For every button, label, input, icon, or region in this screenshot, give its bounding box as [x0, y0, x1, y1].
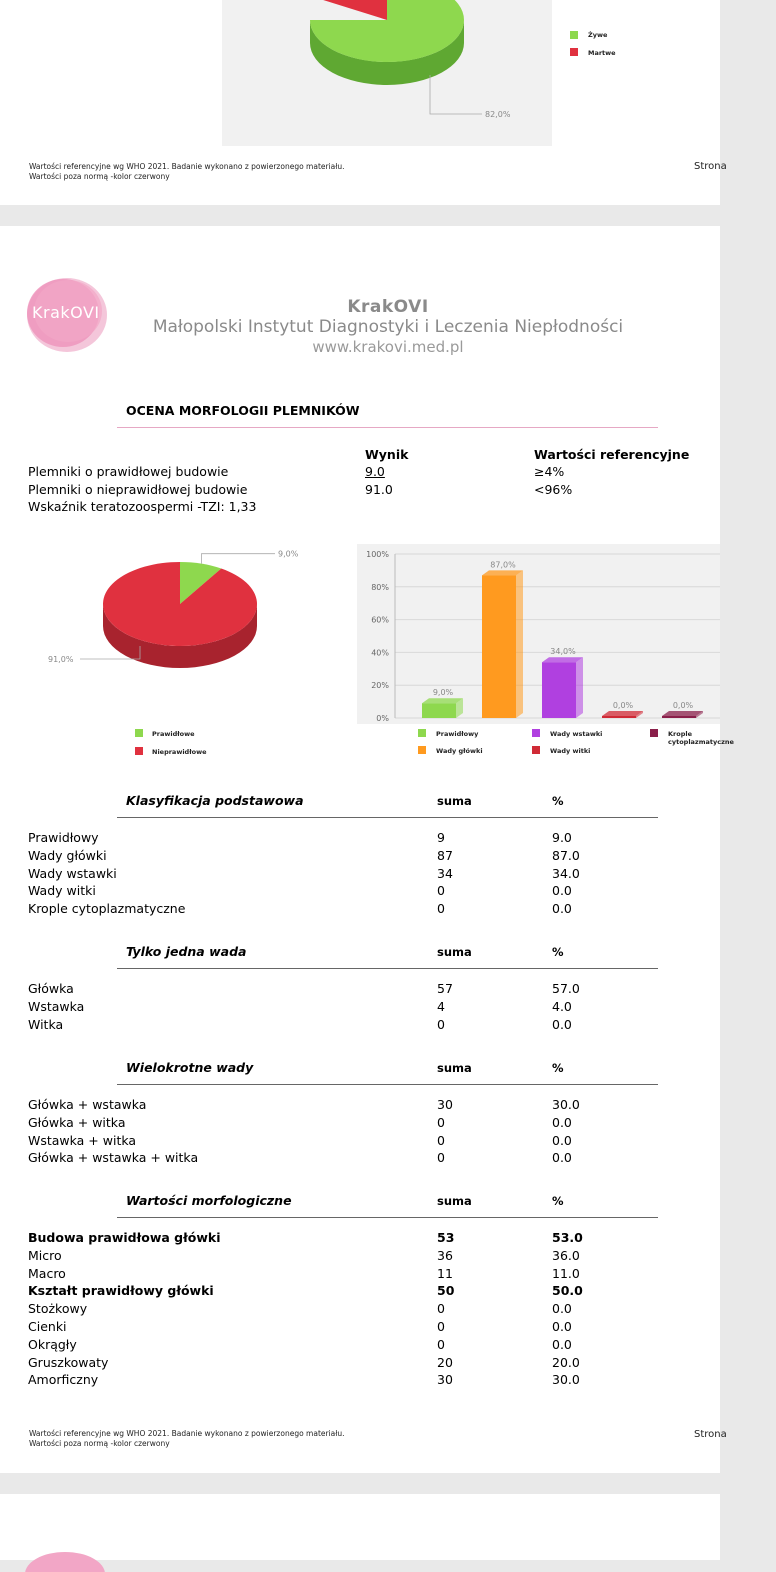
table-row-suma: 0: [437, 1336, 445, 1352]
clinic-title: KrakOVI: [347, 297, 429, 317]
table-row-label: Wstawka: [28, 998, 85, 1014]
table-row-pct: 57.0: [552, 981, 580, 996]
table-col-suma: suma: [437, 945, 472, 959]
bar-y-tick: 20%: [371, 681, 389, 691]
table-row-suma: 34: [437, 865, 453, 881]
bar-0: [422, 703, 456, 718]
table-row-label: Kształt prawidłowy główki: [28, 1283, 214, 1299]
bar-legend-label: Wady główki: [436, 747, 483, 755]
table-row-pct: 0.0: [552, 1336, 572, 1352]
legend-swatch-zywe: [570, 31, 578, 39]
bar-legend-label: Wady witki: [550, 747, 591, 755]
table-row-pct: 0.0: [552, 1301, 572, 1317]
bar-y-tick: 40%: [371, 648, 389, 658]
table-title: Klasyfikacja podstawowa: [126, 793, 304, 808]
logo-text: KrakOVI: [32, 303, 100, 322]
viability-pie-slice-martwe: [320, 0, 387, 20]
table-rule: [117, 817, 658, 818]
table-title: Wielokrotne wady: [126, 1060, 254, 1075]
pie-legend-label-nieprawidlowe: Nieprawidłowe: [152, 748, 207, 756]
bar-top-3: [602, 711, 643, 716]
legend-swatch-martwe: [570, 48, 578, 56]
table-row-label: Wady wstawki: [28, 865, 117, 881]
table-row-label: Główka + witka: [28, 1114, 126, 1130]
table-row-pct: 34.0: [552, 865, 580, 881]
prev-footer-line1: Wartości referencyjne wg WHO 2021. Badanie wykonano z powierzonego materiału.: [29, 162, 345, 171]
table-rule: [117, 968, 658, 969]
table-row-suma: 0: [437, 1132, 445, 1148]
bar-y-tick: 60%: [371, 615, 389, 625]
table-row-pct: 87.0: [552, 847, 580, 863]
clinic-url: www.krakovi.med.pl: [312, 338, 464, 356]
bar-data-label: 87,0%: [490, 560, 516, 570]
table-row-pct: 0.0: [552, 1016, 572, 1032]
table-row-pct: 50.0: [552, 1283, 583, 1299]
table-col-pct: %: [552, 794, 564, 808]
bar-1: [482, 575, 516, 718]
bar-top-1: [482, 570, 523, 575]
table-row-suma: 0: [437, 1150, 445, 1166]
footer-line2: Wartości poza normą -kolor czerwony: [29, 1439, 170, 1448]
pie-legend-swatch-prawidlowe: [135, 729, 143, 737]
section-divider: [117, 427, 658, 428]
table-rule: [117, 1217, 658, 1218]
table-row-label: Główka + wstawka: [28, 1097, 147, 1112]
table-row-pct: 0.0: [552, 1132, 572, 1148]
row-label-nieprawidlowa: Plemniki o nieprawidłowej budowie: [28, 482, 248, 497]
table-col-pct: %: [552, 945, 564, 959]
table-row-pct: 30.0: [552, 1097, 580, 1112]
bar-data-label: 34,0%: [550, 647, 576, 657]
table-title: Tylko jedna wada: [126, 944, 247, 959]
bar-top-4: [662, 711, 703, 716]
bar-side-1: [516, 570, 523, 718]
table-row-label: Krople cytoplazmatyczne: [28, 901, 186, 917]
table-row-suma: 0: [437, 1319, 445, 1334]
bar-legend-swatch: [418, 729, 426, 737]
bar-data-label: 9,0%: [432, 688, 454, 698]
bar-legend-swatch: [532, 729, 540, 737]
table-row-label: Wady główki: [28, 847, 107, 863]
viability-pie-leader: [430, 75, 482, 114]
footer-line1: Wartości referencyjne wg WHO 2021. Badanie wykonano z powierzonego materiału.: [29, 1429, 345, 1438]
table-row-suma: 20: [437, 1354, 453, 1370]
col-ref-header: Wartości referencyjne: [534, 447, 690, 462]
table-row-suma: 9: [437, 830, 445, 845]
table-row-pct: 36.0: [552, 1247, 580, 1263]
table-row-pct: 11.0: [552, 1265, 580, 1281]
morph-section-title: OCENA MORFOLOGII PLEMNIKÓW: [126, 403, 360, 418]
table-row-suma: 30: [437, 1372, 453, 1388]
table-row-suma: 0: [437, 1114, 445, 1130]
bar-legend-swatch: [532, 746, 540, 754]
table-row-pct: 0.0: [552, 1150, 572, 1166]
report-page: [0, 226, 734, 1473]
bar-legend-label: Wady wstawki: [550, 730, 603, 738]
row-wynik-prawidlowa: 9.0: [365, 464, 385, 479]
col-wynik-header: Wynik: [365, 447, 409, 462]
table-row-suma: 36: [437, 1247, 453, 1263]
bar-top-2: [542, 657, 583, 662]
table-title: Wartości morfologiczne: [126, 1193, 292, 1208]
bar-y-tick: 80%: [371, 582, 389, 592]
row-wynik-nieprawidlowa: 91.0: [365, 482, 393, 497]
table-row-pct: 0.0: [552, 901, 572, 917]
tzi-text: Wskaźnik teratozoospermi -TZI: 1,33: [28, 499, 257, 514]
bar-4: [662, 716, 696, 718]
table-row-label: Budowa prawidłowa główki: [28, 1230, 221, 1245]
viability-pie-chart: [222, 0, 552, 146]
table-row-pct: 4.0: [552, 998, 572, 1014]
table-row-label: Prawidłowy: [28, 830, 99, 845]
table-row-label: Amorficzny: [28, 1372, 99, 1388]
pie-legend-swatch-nieprawidlowe: [135, 747, 143, 755]
next-logo-blob-icon: [20, 1542, 110, 1572]
table-row-label: Okrągły: [28, 1336, 77, 1352]
pie-data-label: 91,0%: [48, 655, 74, 664]
table-row-suma: 50: [437, 1283, 455, 1299]
table-row-label: Cienki: [28, 1319, 67, 1334]
table-row-pct: 0.0: [552, 1114, 572, 1130]
table-row-pct: 0.0: [552, 1319, 572, 1334]
bar-2: [542, 662, 576, 718]
table-col-suma: suma: [437, 794, 472, 808]
prev-footer-line2: Wartości poza normą -kolor czerwony: [29, 172, 170, 181]
table-col-suma: suma: [437, 1194, 472, 1208]
table-row-suma: 4: [437, 998, 445, 1014]
pie-slice-1: [103, 562, 257, 646]
table-rule: [117, 1084, 658, 1085]
table-row-suma: 53: [437, 1230, 455, 1245]
next-page: [0, 1494, 720, 1560]
bar-y-tick: 100%: [366, 550, 389, 559]
page-number: Strona: [694, 1429, 727, 1440]
bar-top-0: [422, 698, 463, 703]
table-row-pct: 9.0: [552, 830, 572, 845]
bar-legend-swatch: [418, 746, 426, 754]
table-row-pct: 0.0: [552, 883, 572, 899]
table-row-suma: 11: [437, 1265, 453, 1281]
table-row-suma: 0: [437, 1301, 445, 1317]
legend-label-martwe: Martwe: [588, 49, 616, 57]
table-col-suma: suma: [437, 1061, 472, 1075]
row-ref-nieprawidlowa: <96%: [534, 482, 573, 497]
table-row-pct: 53.0: [552, 1230, 583, 1245]
table-row-label: Gruszkowaty: [28, 1354, 109, 1370]
table-row-label: Główka: [28, 981, 74, 996]
table-row-suma: 0: [437, 901, 445, 917]
table-row-pct: 30.0: [552, 1372, 580, 1388]
table-row-suma: 0: [437, 883, 445, 899]
table-row-pct: 20.0: [552, 1354, 580, 1370]
pie-legend-label-prawidlowe: Prawidłowe: [152, 730, 195, 738]
table-row-label: Micro: [28, 1247, 62, 1263]
bar-y-tick: 0%: [376, 714, 389, 723]
bar-data-label: 0,0%: [612, 701, 634, 710]
table-row-suma: 87: [437, 847, 453, 863]
clinic-subtitle: Małopolski Instytut Diagnostyki i Leczenia Niepłodności: [152, 317, 624, 337]
table-col-pct: %: [552, 1194, 564, 1208]
table-row-label: Wady witki: [28, 883, 96, 899]
table-row-suma: 30: [437, 1097, 453, 1112]
bar-side-2: [576, 657, 583, 718]
previous-page: [0, 0, 727, 205]
table-row-label: Macro: [28, 1265, 66, 1281]
bar-legend-label: Krople cytoplazmatyczne: [668, 730, 734, 746]
pie-leader-0: [201, 554, 275, 564]
table-col-pct: %: [552, 1061, 564, 1075]
table-row-label: Wstawka + witka: [28, 1132, 137, 1148]
bar-3: [602, 716, 636, 718]
legend-label-zywe: Żywe: [588, 31, 608, 39]
row-label-prawidlowa: Plemniki o prawidłowej budowie: [28, 464, 229, 479]
viability-pie-label: 82,0%: [485, 110, 511, 119]
pie-data-label: 9,0%: [278, 549, 299, 559]
table-row-label: Główka + wstawka + witka: [28, 1150, 199, 1166]
table-row-suma: 0: [437, 1016, 445, 1032]
table-row-label: Witka: [28, 1016, 64, 1032]
bar-legend-label: Prawidłowy: [436, 730, 479, 738]
morphology-pie-chart: [30, 544, 330, 714]
bar-data-label: 0,0%: [672, 701, 694, 710]
morphology-bar-chart: [357, 544, 720, 724]
prev-page-number: Strona: [694, 161, 727, 172]
bar-legend-swatch: [650, 729, 658, 737]
table-row-suma: 57: [437, 981, 453, 996]
row-ref-prawidlowa: ≥4%: [534, 464, 565, 479]
table-row-label: Stożkowy: [28, 1301, 88, 1317]
